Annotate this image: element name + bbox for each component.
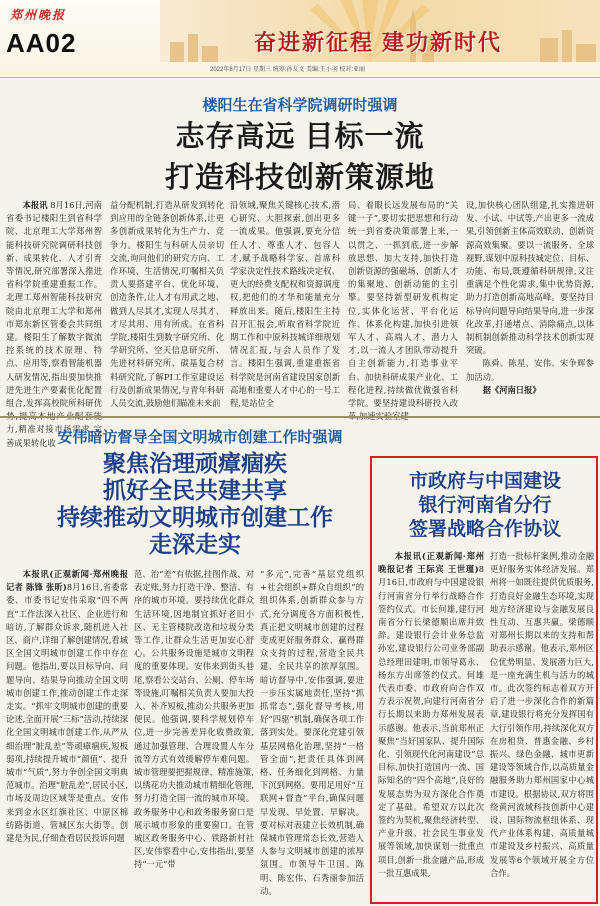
article2-title-line3: 持续推动文明城市创建工作 <box>57 504 333 530</box>
article3-column-1-text: 8月16日,市政府与中国建设银行河南省分行举行战略合作签约仪式。市长何雄,建行河南省分行长梁德顺出席并致辞。建设银行会计业务总监孙宏,建设银行公司业务部副总经理田建明,市领导葛永、杨东方出席签约仪式。何雄代表市委、市政府向合作双方表示祝贺,向建行河南省分行长期以来助力郑州发展表示感谢。他表示,当前郑州正聚焦“当好国家队、提升国际化、引领现代化河南建设”总目标,加快打造国内一流、国际知名的“四个高地”,良好的发展态势为双方深化合作奠定了基础。希望双方以此次签约为契机,聚焦经济转型、产业升级、社会民生事业发展等领域,加快谋划一批重点项目,创新一批金融产品,形成一批互惠成果, <box>378 564 484 878</box>
article3-column-2-text: 打造一批标杆案例,推动金融更好服务实体经济发展。郑州将一如既往提供优质服务,打造良好金融生态环境,实现地方经济建设与金融发展良性互动、互惠共赢。梁德顺对郑州长期以来的支持和帮助表示感谢。他表示,郑州区位优势明显、发展潜力巨大,是一座充满生机与活力的城市。此次签约标志着双方开启了进一步深化合作的新篇章,建设银行将充分发挥国有大行引领作用,持续深化双方在房租贷、普惠金融、乡村振兴、绿色金融、城市更新建设等领域合作,以高质量金融服务助力郑州国家中心城市建设。根据协议,双方将围绕黄河流域科技创新中心建设、国际物流枢纽体系、现代产业体系构建、高质量城市建设及乡村振兴、高质量发展等6个领域开展全方位合作。 <box>490 551 594 878</box>
article3-byline: 本报讯(正观新闻·郑州晚报记者 王际宾 王世瑾) <box>378 551 484 575</box>
page-number: AA02 <box>6 28 77 58</box>
article3-title-line3: 签署战略合作协议 <box>408 519 561 540</box>
article1-column-5 <box>466 199 594 411</box>
article2-title-line1: 聚焦治理顽瘴痼疾 <box>103 450 287 476</box>
section-divider <box>0 416 600 418</box>
article1-column-2 <box>110 199 224 411</box>
article2-title-line2: 抓好全民共建共享 <box>103 477 287 503</box>
article2-byline: 本报讯(正观新闻·郑州晚报记者 陈锋 张昕) <box>6 569 128 593</box>
article1-column-1 <box>6 199 102 448</box>
header-slogan: 奋进新征程 建功新时代 <box>253 30 503 55</box>
article1-column-4-text: 局、着眼长远发展布局的“关键一子”,要切实把思想和行动统一到省委决策部署上来,一以贯之、一抓到底,进一步解放思想、加大支持,加快打造创新资源的强磁场、创新人才的集聚地、创新动能的主引擎。要坚持新型研发机构定位,实体化运营、平台化运作、体系化构建,加快引进领军人才、高端人才、潜力人才,以一流人才团队带动提升自主创新能力,打造事业平台、加快科研成果产业化、工程化进程,持续做优做强省科学院。要坚持建设科研投入改 <box>348 200 458 409</box>
article2-column-2-text: 范、治“差”有依据,挂图作战、对表定账,努力打造干净、整洁、有序的城市环境。要持续优化群众生活环境,因地制宜抓好老旧小区、无主管楼院改造和垃圾分类等工作,让群众生活更加安心舒心。公共服务设施是城市文明程度的重要体现。安伟来到街头巷尾,察看公交站台、公厕、停车场等设施,叮嘱相关负责人要加大投入、补齐短板,推动公共服务更加便民。他强调,要科学规划停车位,进一步完善差异化收费政策,通过加强管理、合理设置人车分流等方式有效缓解停车难问题。城市管理要把握规律、精准施策,以绣花功夫推动城市精细化管理,努力打造全国一流的城市环境。政务服务中心和政务服务窗口是展示城市形象的重要窗口。在管城区政务服务中心、铁路新村社区,安伟察看中心,安伟指出,要坚持“一元”带 <box>134 569 254 870</box>
article1-source: 据《河南日报》 <box>482 384 541 395</box>
article1-column-4 <box>348 199 458 411</box>
article2-column-1 <box>6 568 128 900</box>
article3-column-2 <box>490 550 594 898</box>
article1-column-1-text: 8月16日,河南省委书记楼阳生到省科学院、北京理工大学郑州智能科技研究院调研科技创新、成果转化、人才引育等情况,研究部署深入推进省科学院重建重振工作。北理工郑州智能科技研究院由北京理工大学和郑州市郑东新区管委会共同组建。楼阳生了解数字微流控系统的技术原理、特点、应用等,察看智能机器人研发情况,指出要加快推进先进生产要素优化配置组合,发挥高校院所科研优 力,精准对接市场需求,完善成果转化收 <box>6 200 102 448</box>
article1-title-line2: 打造科技创新策源地 <box>164 162 435 194</box>
article1-title-line1: 志存高远 目标一流 <box>175 121 425 153</box>
article1-column-3 <box>230 199 340 411</box>
article1-column-3-text: 沿领域,聚焦关键核心技术,潜心研究、大胆探索,创出更多一流成果。他强调,要充分信任人才、尊重人才、包容人才,赋予战略科学家、首席科学家决定性技术路线决定权、更大的经费支配权和资源调度权,把他们的才华和能量充分释放出来。随后,楼阳生主持召开汇报会,听取省科学院近期工作和中原科技城详细规划情况汇报,与会人员作了发言。楼阳生强调,重建重振省科学院是河南省建设国家创新高地和重要人才中心的一号工程,是站位全 <box>230 200 340 409</box>
article2-title-line4: 走深走实 <box>149 531 241 557</box>
article2-column-3 <box>260 568 364 900</box>
article3-column-1 <box>378 550 484 898</box>
article1-column-5-text: 设,加快核心团队组建,扎实推进研发、小试、中试等,产出更多一流成果,引领创新主体高效联动、创新资源高效集聚。要以一流服务、全球视野,谋划中原科技城定位、目标、功能、布局,既遵循科研规律,又注重满足个性化需求,集中优势资源,助力打造创新高地高峰。要坚持目标导向问题导向结果导向,进一步深化改革,打通堵点、消除痛点,以体制机制创新推动科学技术创新实现突破。 <box>466 200 594 356</box>
article2-pretitle: 安伟暗访督导全国文明城市创建工作时强调 <box>57 429 343 446</box>
issue-meta: 2022年8月17日 星期三 统筹:孙友文 美编:王小羽 校对:亚丽 <box>210 67 366 73</box>
article1-lead: 本报讯 <box>22 200 48 210</box>
article2-column-3-text: “多元”,完善“基层党组织+社会组织+群众自组织”的组织体系,创新群众参与方式,充分调度各方面积极性,真正把文明城市创建的过程变成更好服务群众、赢得群众支持的过程,营造全民共建、全民共享的浓厚氛围。暗访督导中,安伟强调,要进一步压实属地责任,坚持“抓抓常态”,强化督导考核,用好“四驱”机制,确保各项工作落到实处。要深化党建引领基层网格化治理,坚持“一格管全面”,把责任具体到网格、任务细化到网格、力量下沉到网格。要用足用好“互联网+督查”平台,确保问题早发现、早处置、早解决。要对标对表建立长效机制,确保城市管理常态长效,营造人人参与文明城市创建的浓厚氛围。市领导牛卫国、陈明、陈宏伟、石秀丽参加活动。 <box>260 569 364 896</box>
article3-title-line1: 市政府与中国建设 <box>408 471 561 492</box>
article2-column-2 <box>134 568 254 900</box>
article2-column-1-text: 8月16日,省委常委、市委书记安伟采取“四不两直”工作法深入社区、企业进行和暗访,了解群众诉求,随机进入社区、商户,详细了解创建情况,看城区全国文明城市创建工作中存在问题。他指出,要以目标导向、问题导向、结果导向推动全国文明城市创建工作,推动创建工作走深走实。“抓牢文明城市创建的重要论述,全面开展“三标”活动,持续深化全国文明城市创建工作,从严从细治理“脏乱差”等顽瘴痼疾,短板弱项,持续提升城市“颜值”、提升城市“气质”,努力争创全国文明典范城市。治理“脏乱差”,居民小区,市场及周边区域等是重点。安伟来到金水区红旗社区、中原区棉纺路街道、管城区东大街等。创建是为民,仔细查看居民投诉问题 <box>6 582 128 844</box>
article1-pretitle: 楼阳生在省科学院调研时强调 <box>202 97 398 114</box>
masthead-logo: 郑州晚报 <box>10 8 67 22</box>
article3-title-line2: 银行河南省分行 <box>418 495 552 516</box>
article1-column-2-text: 益分配机制,打造从研发到转化到应用的全链条创新体系,让更多创新成果转化为生产力、竞争力。楼阳生与科研人员亲切交流,询问他们的研究方向、工作环境、生活情况,叮嘱相关负责人要搭建平台、优化环境、创造条件,让人才有用武之地、做到人尽其才,实现人尽其才、才尽其用、用有所成。在省科学院,楼阳生到数字研究所、化学研究所、空天信息研究所、先进材料研究所、碳基复合材料研究院,了解PI工作室建设运行及创新成果情况,与青年科研人员交流,鼓励他们瞄准未来前 <box>110 200 224 409</box>
article1-participants: 陈舜、陈星、安伟、宋争辉参加活动。 <box>466 358 594 382</box>
